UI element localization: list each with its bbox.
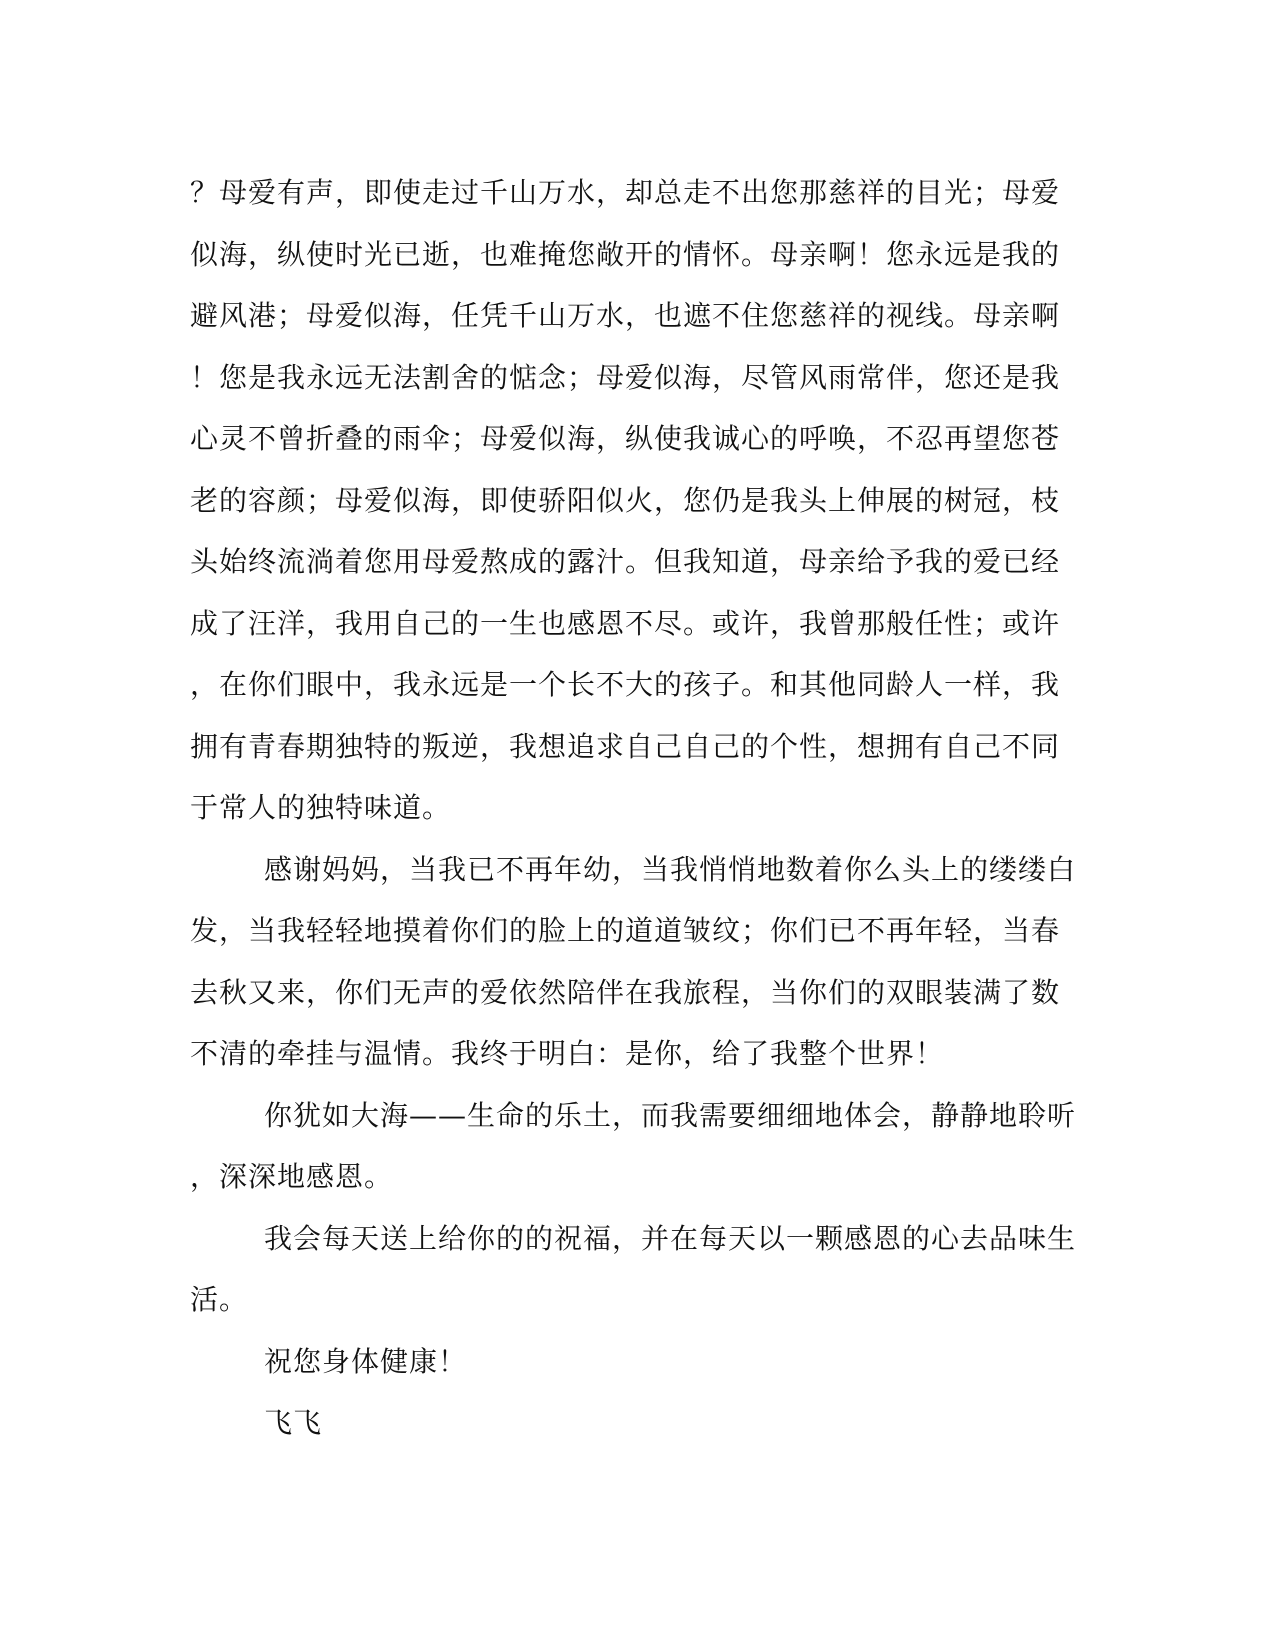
paragraph-start-line: 我会每天送上给你的的祝福，并在每天以一颗感恩的心去品味生	[264, 1221, 1077, 1255]
closing-wish: 祝您身体健康！	[264, 1344, 468, 1378]
signature: 飞飞	[264, 1406, 323, 1439]
text-line: 不清的牵挂与温情。我终于明白：是你，给了我整个世界！	[190, 1037, 945, 1070]
paragraph-start-line: 你犹如大海——生命的乐土，而我需要细细地体会，静静地聆听	[264, 1098, 1077, 1132]
text-line: 于常人的独特味道。	[190, 791, 452, 824]
text-line: 去秋又来，你们无声的爱依然陪伴在我旅程，当你们的双眼装满了数	[190, 975, 1061, 1009]
text-line: 发，当我轻轻地摸着你们的脸上的道道皱纹；你们已不再年轻，当春	[190, 914, 1061, 947]
text-line: 老的容颜；母爱似海，即使骄阳似火，您仍是我头上伸展的树冠，枝	[190, 483, 1061, 517]
text-line: 活。	[190, 1283, 249, 1316]
text-line: 成了汪洋，我用自己的一生也感恩不尽。或许，我曾那般任性；或许	[190, 606, 1061, 640]
text-line: ，在你们眼中，我永远是一个长不大的孩子。和其他同龄人一样，我	[190, 668, 1061, 701]
text-line: ，深深地感恩。	[190, 1160, 394, 1193]
paragraph-start-line: 感谢妈妈，当我已不再年幼，当我悄悄地数着你么头上的缕缕白	[264, 852, 1077, 886]
text-line: ！您是我永远无法割舍的惦念；母爱似海，尽管风雨常伴，您还是我	[190, 360, 1061, 394]
letter-body	[190, 162, 1090, 1454]
text-line: 心灵不曾折叠的雨伞；母爱似海，纵使我诚心的呼唤，不忍再望您苍	[190, 422, 1061, 455]
text-line: ？母爱有声，即使走过千山万水，却总走不出您那慈祥的目光；母爱	[190, 176, 1061, 209]
text-line: 拥有青春期独特的叛逆，我想追求自己自己的个性，想拥有自己不同	[190, 729, 1061, 763]
text-line: 避风港；母爱似海，任凭千山万水，也遮不住您慈祥的视线。母亲啊	[190, 299, 1061, 332]
text-line: 似海，纵使时光已逝，也难掩您敞开的情怀。母亲啊！您永远是我的	[190, 237, 1061, 271]
text-line: 头始终流淌着您用母爱熬成的露汁。但我知道，母亲给予我的爱已经	[190, 545, 1061, 578]
